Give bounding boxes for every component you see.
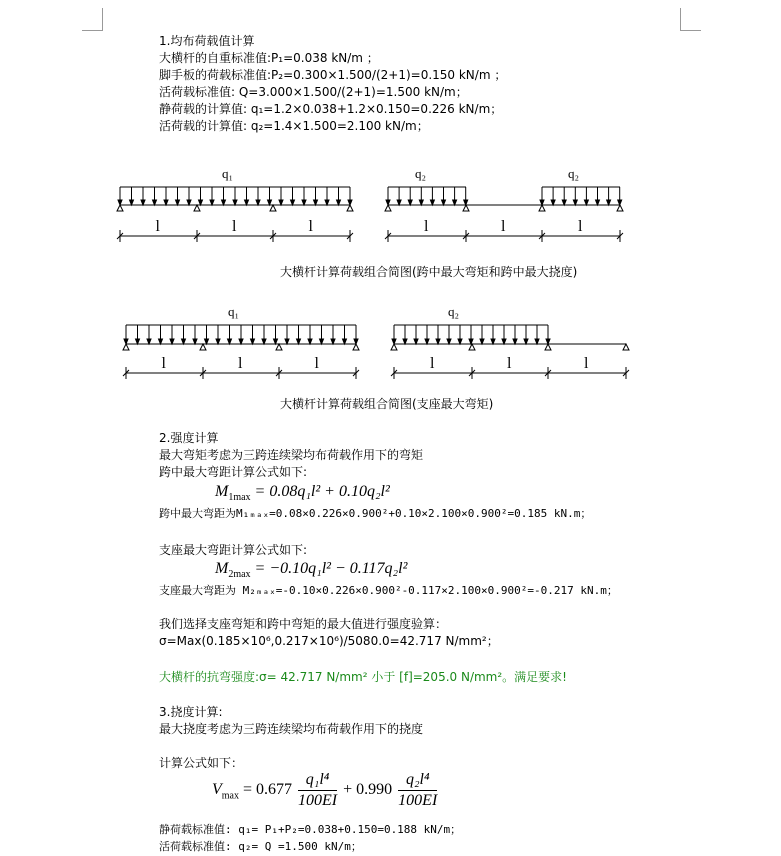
load-arrowhead [164, 200, 168, 205]
support-triangle [123, 344, 129, 350]
load-arrowhead [302, 200, 306, 205]
bending-consideration-line: 最大弯矩考虑为三跨连续梁均布荷载作用下的弯矩 [159, 448, 424, 462]
crop-mark-top-left [82, 8, 103, 31]
load-label-q2-2: q₂ [448, 304, 460, 319]
fraction-term1: $\frac{\text{q₁l⁴}}{100EI}$ [298, 771, 338, 809]
load-arrowhead [535, 339, 539, 344]
formula-deflection: $V_{max} = 0.677$ $\frac{\text{q₁l⁴}}{100EI}$ + 0.990 $\frac{\text{q₂l⁴}}{100EI}$ [212, 771, 438, 809]
formula-support-moment: $M_{2max} = -0.10q_1l^2 - 0.117q_2l^2$ [215, 560, 408, 581]
load-arrowhead [216, 339, 220, 344]
load-arrowhead [337, 200, 341, 205]
support-triangle [270, 205, 276, 211]
load-diagram-2 [116, 300, 646, 390]
crop-mark-top-right [680, 8, 701, 31]
load-arrowhead [442, 200, 446, 205]
load-arrowhead [210, 200, 214, 205]
midspan-moment-result: 跨中最大弯距为M₁ₘₐₓ=0.08×0.226×0.900²+0.10×2.100×0.900²=0.185 kN.m； [159, 507, 592, 520]
load-label-q1-2: q₁ [228, 304, 240, 319]
load-label-q2-a: q₂ [415, 166, 427, 181]
load-arrowhead [153, 200, 157, 205]
load-diagram-1 [110, 160, 640, 250]
load-arrowhead [291, 200, 295, 205]
load-arrowhead [596, 200, 600, 205]
load-arrowhead [147, 339, 151, 344]
static-load-calc-line: 静荷载的计算值: q₁=1.2×0.038+1.2×0.150=0.226 kN/m； [159, 102, 503, 116]
load-label-q1: q₁ [222, 166, 234, 181]
support-triangle [276, 344, 282, 350]
load-arrowhead [251, 339, 255, 344]
load-arrowhead [447, 339, 451, 344]
self-weight-line: 大横杆的自重标准值:P₁=0.038 kN/m ； [159, 51, 379, 65]
load-arrowhead [182, 339, 186, 344]
load-arrowhead [502, 339, 506, 344]
load-arrowhead [130, 200, 134, 205]
diagram-caption-1: 大横杆计算荷载组合简图(跨中最大弯矩和跨中最大挠度) [280, 265, 578, 279]
support-triangle [469, 344, 475, 350]
formula-midspan-moment: $M_{1max} = 0.08q_1l^2 + 0.10q_2l^2$ [215, 483, 390, 504]
deflection-formula-intro: 计算公式如下： [159, 756, 244, 770]
support-triangle [463, 205, 469, 211]
load-arrowhead [233, 200, 237, 205]
load-arrowhead [274, 339, 278, 344]
live-load-line: 活荷载标准值: Q=3.000×1.500/(2+1)=1.500 kN/m； [159, 85, 468, 99]
live-load-calc-line: 活荷载的计算值: q₂=1.4×1.500=2.100 kN/m； [159, 119, 429, 133]
midspan-formula-intro: 跨中最大弯距计算公式如下: [159, 465, 308, 479]
load-arrowhead [141, 200, 145, 205]
load-arrowhead [607, 200, 611, 205]
load-arrowhead [159, 339, 163, 344]
load-arrowhead [314, 200, 318, 205]
support-triangle [391, 344, 397, 350]
load-arrowhead [430, 200, 434, 205]
load-arrowhead [584, 200, 588, 205]
load-arrowhead [262, 339, 266, 344]
support-triangle [385, 205, 391, 211]
diagram-caption-2: 大横杆计算荷载组合简图(支座最大弯矩) [280, 397, 494, 411]
load-arrowhead [562, 200, 566, 205]
support-formula-intro: 支座最大弯距计算公式如下: [159, 543, 308, 557]
load-arrowhead [425, 339, 429, 344]
load-arrowhead [573, 200, 577, 205]
span-length-label: l [161, 355, 166, 372]
span-length-label: l [238, 355, 243, 372]
span-length-label: l [314, 355, 319, 372]
strength-check-intro: 我们选择支座弯矩和跨中弯矩的最大值进行强度验算： [159, 617, 448, 631]
span-length-label: l [501, 218, 506, 235]
load-arrowhead [228, 339, 232, 344]
load-arrowhead [193, 339, 197, 344]
support-triangle [200, 344, 206, 350]
span-length-label: l [430, 355, 435, 372]
load-arrowhead [414, 339, 418, 344]
load-arrowhead [136, 339, 140, 344]
load-arrowhead [618, 200, 622, 205]
support-triangle [623, 344, 629, 350]
span-length-label: l [507, 355, 512, 372]
load-arrowhead [469, 339, 473, 344]
deflection-consideration-line: 最大挠度考虑为三跨连续梁均布荷载作用下的挠度 [159, 722, 424, 736]
load-arrowhead [320, 339, 324, 344]
load-arrowhead [176, 200, 180, 205]
live-standard-line: 活荷载标准值: q₂= Q =1.500 kN/m； [159, 840, 362, 853]
support-triangle [347, 205, 353, 211]
span-length-label: l [308, 218, 313, 235]
span-length-label: l [578, 218, 583, 235]
load-arrowhead [453, 200, 457, 205]
load-arrowhead [199, 200, 203, 205]
load-arrowhead [325, 200, 329, 205]
span-length-label: l [232, 218, 237, 235]
load-arrowhead [343, 339, 347, 344]
load-arrowhead [268, 200, 272, 205]
load-arrowhead [222, 200, 226, 205]
load-arrowhead [458, 339, 462, 344]
load-arrowhead [256, 200, 260, 205]
support-triangle [194, 205, 200, 211]
support-triangle [617, 205, 623, 211]
load-arrowhead [524, 339, 528, 344]
load-label-q2-b: q₂ [568, 166, 580, 181]
load-arrowhead [285, 339, 289, 344]
support-moment-result: 支座最大弯距为 M₂ₘₐₓ=-0.10×0.226×0.900²-0.117×2.100×0.900²=-0.217 kN.m； [159, 584, 618, 597]
section3-heading: 3.挠度计算: [159, 705, 223, 719]
load-arrowhead [408, 200, 412, 205]
static-standard-line: 静荷载标准值: q₁= P₁+P₂=0.038+0.150=0.188 kN/m； [159, 823, 462, 836]
support-triangle [353, 344, 359, 350]
load-arrowhead [297, 339, 301, 344]
load-arrowhead [551, 200, 555, 205]
load-arrowhead [170, 339, 174, 344]
support-triangle [545, 344, 551, 350]
load-arrowhead [464, 200, 468, 205]
load-arrowhead [403, 339, 407, 344]
span-length-label: l [584, 355, 589, 372]
support-triangle [539, 205, 545, 211]
span-length-label: l [424, 218, 429, 235]
stress-calc-line: σ=Max(0.185×10⁶,0.217×10⁶)/5080.0=42.717 N/mm²； [159, 634, 499, 648]
load-arrowhead [308, 339, 312, 344]
load-arrowhead [205, 339, 209, 344]
span-length-label: l [155, 218, 160, 235]
load-arrowhead [480, 339, 484, 344]
load-arrowhead [239, 339, 243, 344]
beam-right-2 [394, 325, 626, 344]
support-triangle [117, 205, 123, 211]
board-load-line: 脚手板的荷载标准值:P₂=0.300×1.500/(2+1)=0.150 kN/m ； [159, 68, 507, 82]
load-arrowhead [279, 200, 283, 205]
load-arrowhead [491, 339, 495, 344]
load-arrowhead [245, 200, 249, 205]
load-arrowhead [436, 339, 440, 344]
load-arrowhead [419, 200, 423, 205]
section1-heading: 1.均布荷载值计算 [159, 34, 255, 48]
section2-heading: 2.强度计算 [159, 431, 219, 445]
load-arrowhead [513, 339, 517, 344]
load-arrowhead [331, 339, 335, 344]
fraction-term2: $\frac{\text{q₂l⁴}}{100EI}$ [398, 771, 438, 809]
strength-conclusion: 大横杆的抗弯强度:σ= 42.717 N/mm² 小于 [f]=205.0 N/mm²。满足要求! [159, 670, 567, 684]
load-arrowhead [187, 200, 191, 205]
load-arrowhead [397, 200, 401, 205]
